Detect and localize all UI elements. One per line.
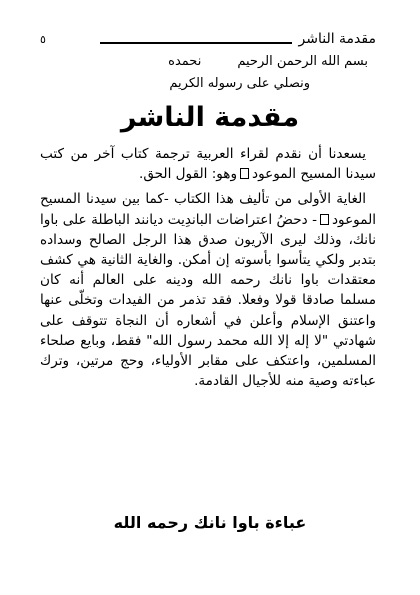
section-heading-cloak: عباءة باوا نانك رحمه الله [113, 513, 307, 532]
basmala-text: بسم الله الرحمن الرحيم [237, 54, 368, 69]
paragraph-1-part-1: يسعدنا أن نقدم لقراء العربية ترجمة كتاب آخر من كتب سيدنا المسيح الموعود [40, 146, 376, 183]
paragraph-2-part-1: الغاية الأولى من تأليف هذا الكتاب -كما بين سيدنا المسيح الموعود [40, 191, 376, 228]
paragraph-1-part-2: وهو: القول الحق. [139, 166, 238, 183]
honorific-symbol-icon [240, 168, 249, 179]
paragraph-2-part-2: - دحضُ اعتراضات الباندِيت ديانند الباطلة على باوا نانك، وذلك ليرى الآريون صدق هذا الرجل الصالح وسداده بتدبر ولكي يتأسوا بأسوته إن أمكن. والغاية الثانية هي كشف معتقدات باوا نانك رحمه الله ودينه على العالم أنه كان مسلما صادقا قولا وفعلا. فقد تذمر من الفيدات وتخلّى عنها واعتنق الإسلام وأعلن في أشعاره أن النجاة تتوقف على شهادتي "لا إله إلا الله محمد رسول الله" فقط، وبايع صلحاء المسلمين، واعتكف على مقابر الأولياء، وحج مرتين، وترك عباءته وصية منه للأجيال القادمة. [40, 211, 376, 390]
basmala-line [168, 54, 368, 70]
page-title: مقدمة الناشر [120, 102, 300, 133]
salawat-line: ونصلي على رسوله الكريم [169, 76, 310, 91]
hamd-text: نحمده [168, 54, 202, 69]
running-header [40, 30, 376, 52]
page-number: ٥ [40, 33, 46, 46]
paragraph-1 [40, 144, 376, 184]
paragraph-2 [40, 189, 376, 391]
header-rule [100, 42, 292, 44]
body-text [40, 144, 376, 391]
honorific-symbol-icon [320, 214, 329, 225]
running-header-title: مقدمة الناشر [298, 31, 376, 47]
